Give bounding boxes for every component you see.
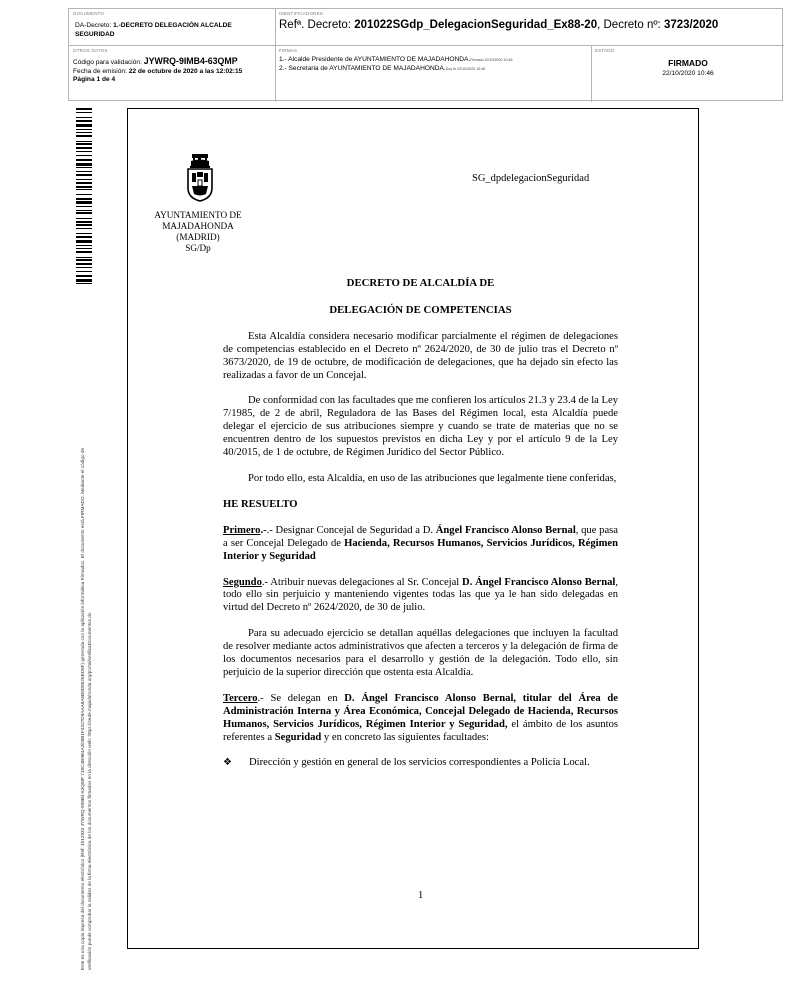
diamond-bullet-icon: ❖ <box>223 757 232 769</box>
barcode-bar <box>76 112 92 113</box>
barcode-bar <box>76 212 92 214</box>
barcode-bar <box>76 194 92 195</box>
barcode-bar <box>76 171 92 172</box>
paragraph-conferidas: Por todo ello, esta Alcaldía, en uso de las atribuciones que legalmente tiene conferidas, <box>248 472 617 484</box>
documento-value: DA-Decreto: 1.-DECRETO DELEGACIÓN ALCALDE SEGURIDAD <box>75 22 232 38</box>
list-item-text: Dirección y gestión en general de los servicios correspondientes a Policía Local. <box>249 757 590 769</box>
coat-of-arms-icon <box>186 154 214 202</box>
barcode-bar <box>76 236 92 238</box>
paragraph-legal-basis: De conformidad con las facultades que me confieren los artículos 21.3 y 23.4 de la Ley 7/1985, de 2 de abril, Reguladora de las Bases del Régimen local, esta Alcaldía puede delegar el ejercicio de sus atribuciones siempre y cuando se trate de materias que no se encuentren dentro de los supuestos previstos en dicha Ley y por el artículo 9 de la Ley 40/2015, de 1 de octubre, de Régimen Jurídico del Sector Público. <box>223 395 618 459</box>
barcode-bar <box>76 248 92 249</box>
list-item <box>223 757 618 770</box>
barcode-bar <box>76 155 92 156</box>
emission-date: Fecha de emisión: 22 de octubre de 2020 a las 12:02:15 <box>73 67 243 75</box>
document-page <box>127 108 699 949</box>
barcode-bar <box>76 263 92 265</box>
municipality-letterhead <box>144 210 252 254</box>
barcode-bar <box>76 221 92 223</box>
barcode-bar <box>76 267 92 268</box>
letterhead-line: SG/Dp <box>185 243 211 253</box>
barcode-bar <box>76 224 92 226</box>
barcode-bar <box>76 201 92 204</box>
barcode-bar <box>76 117 92 118</box>
barcode-bar <box>76 245 92 246</box>
decree-body <box>223 277 618 770</box>
barcode-bar <box>76 198 92 200</box>
barcode-bar <box>76 135 92 137</box>
barcode-bar <box>76 206 92 207</box>
barcode-bar <box>76 124 92 127</box>
documento-label: DOCUMENTO <box>73 11 105 16</box>
documento-cell <box>73 11 271 43</box>
verification-line-1: Este es una copia impresa del documento electrónico (Ref: 1512933 JYWRQ-9IMB4-63QMP 718C4B9B4A2D8B1F4327D9AAA8A5B9D8526ED6F) generada con la aplicación informática Firmadoc. El documento está FIRMADO. Mediante el código de <box>80 447 85 970</box>
barcode-bar <box>76 163 92 166</box>
barcode-bar <box>76 210 92 211</box>
estado-cell <box>595 48 781 100</box>
barcode-bar <box>76 167 92 168</box>
barcode-bar <box>76 251 92 253</box>
barcode-bar <box>76 174 92 176</box>
barcode-bar <box>76 151 92 152</box>
internal-reference: SG_dpdelegacionSeguridad <box>472 173 590 184</box>
barcode-bar <box>76 132 92 133</box>
identificadores-cell <box>279 11 779 44</box>
barcode-bar <box>76 186 92 188</box>
barcode-bar <box>76 228 92 229</box>
status-badge: FIRMADO <box>668 58 708 68</box>
decree-reference: Refª. Decreto: 201022SGdp_DelegacionSeguridad_Ex88-20, Decreto nº: 3723/2020 <box>279 19 719 31</box>
barcode-bar <box>76 179 92 180</box>
barcode-bar <box>76 147 92 149</box>
page-count: Página 1 de 4 <box>73 76 116 83</box>
barcode-bar <box>76 120 92 122</box>
paragraph-exercise: Para su adecuado ejercicio se detallan aquéllas delegaciones que incluyen la facultad de resolver mediante actos administrativos que afecten a terceros y la delegación de firma de los documentos necesarios para el desarrollo y gestión de la delegación. Todo ello, sin perjuicio de la superior dirección que ostenta esta Alcaldía. <box>223 628 618 678</box>
article-tercero: Tercero.- Se delegan en D. Ángel Francisco Alonso Bernal, titular del Área de Administración Interna y Área Económica, Concejal Delegado de Hacienda, Recursos Humanos, Servicios Jurídicos, Régimen Interior y Seguridad, el ámbito de los asuntos referentes a Seguridad y en concreto las siguientes facultades: <box>223 692 618 743</box>
signer-1: 1.- Alcalde Presidente de AYUNTAMIENTO DE MAJADAHONDA.Firmado 22/10/2020 10:46 <box>279 56 513 63</box>
identificadores-label: IDENTIFICADORES <box>279 11 324 16</box>
page-number: 1 <box>418 890 424 901</box>
barcode-bar <box>76 233 92 234</box>
verification-side-text <box>80 270 93 970</box>
barcode-bar <box>76 159 92 161</box>
article-primero: Primero.-.- Designar Concejal de Seguridad a D. Ángel Francisco Alonso Bernal, que pasa a ser Concejal Delegado de Hacienda, Recursos Humanos, Servicios Jurídicos, Régimen Interior y Seguridad <box>223 524 618 562</box>
barcode-bar <box>76 141 92 142</box>
barcode-bar <box>76 129 92 130</box>
firmas-cell <box>279 48 587 100</box>
barcode-bar <box>76 259 92 261</box>
barcode <box>76 108 92 288</box>
validation-code: Código para validación: JYWRQ-9IMB4-63QMP <box>73 56 238 66</box>
barcode-bar <box>76 182 92 184</box>
resolution-heading: HE RESUELTO <box>223 498 298 510</box>
otros-datos-label: OTROS DATOS <box>73 48 108 53</box>
barcode-bar <box>76 143 92 145</box>
letterhead-line: AYUNTAMIENTO DE <box>154 210 242 220</box>
barcode-bar <box>76 257 92 258</box>
article-segundo: Segundo.- Atribuir nuevas delegaciones al Sr. Concejal D. Ángel Francisco Alonso Bernal, todo ello sin perjuicio y manteniendo vigentes todas las que ya le han sido delegadas en virtud del Decreto nº 2624/2020, de 30 de julio. <box>223 576 618 614</box>
decree-title-line-2: DELEGACIÓN DE COMPETENCIAS <box>329 303 512 316</box>
decree-title-line-1: DECRETO DE ALCALDÍA DE <box>346 277 495 289</box>
signature-metadata-header <box>68 8 783 101</box>
letterhead-line: MAJADAHONDA <box>162 221 234 231</box>
barcode-bar <box>76 108 92 110</box>
barcode-bar <box>76 240 92 243</box>
signer-2: 2.- Secretaria de AYUNTAMIENTO DE MAJADAHONDA.Doy fe 22/10/2020 10:46 <box>279 64 486 72</box>
firmas-label: FIRMAS <box>279 48 298 53</box>
status-date: 22/10/2020 10:46 <box>662 70 714 77</box>
verification-line-2: verificación puede comprobar la validez de la firma electrónica de los documentos firmados en la dirección web: https://sede.majadahonda.org/portal/verificaDocumentos.do <box>86 612 92 970</box>
barcode-bar <box>76 218 92 219</box>
estado-label: ESTADO <box>595 48 615 53</box>
barcode-bar <box>76 189 92 190</box>
paragraph-intro: Esta Alcaldía considera necesario modificar parcialmente el régimen de delegaciones de competencias establecido en el Decreto nº 2624/2020, de 30 de julio tras el Decreto nº 3673/2020, de 19 de octubre, de modificación de delegaciones, que ha dejado sin efecto las realizadas a favor de un Concejal. <box>223 330 618 381</box>
letterhead-line: (MADRID) <box>176 232 220 242</box>
otros-datos-cell <box>73 48 273 100</box>
